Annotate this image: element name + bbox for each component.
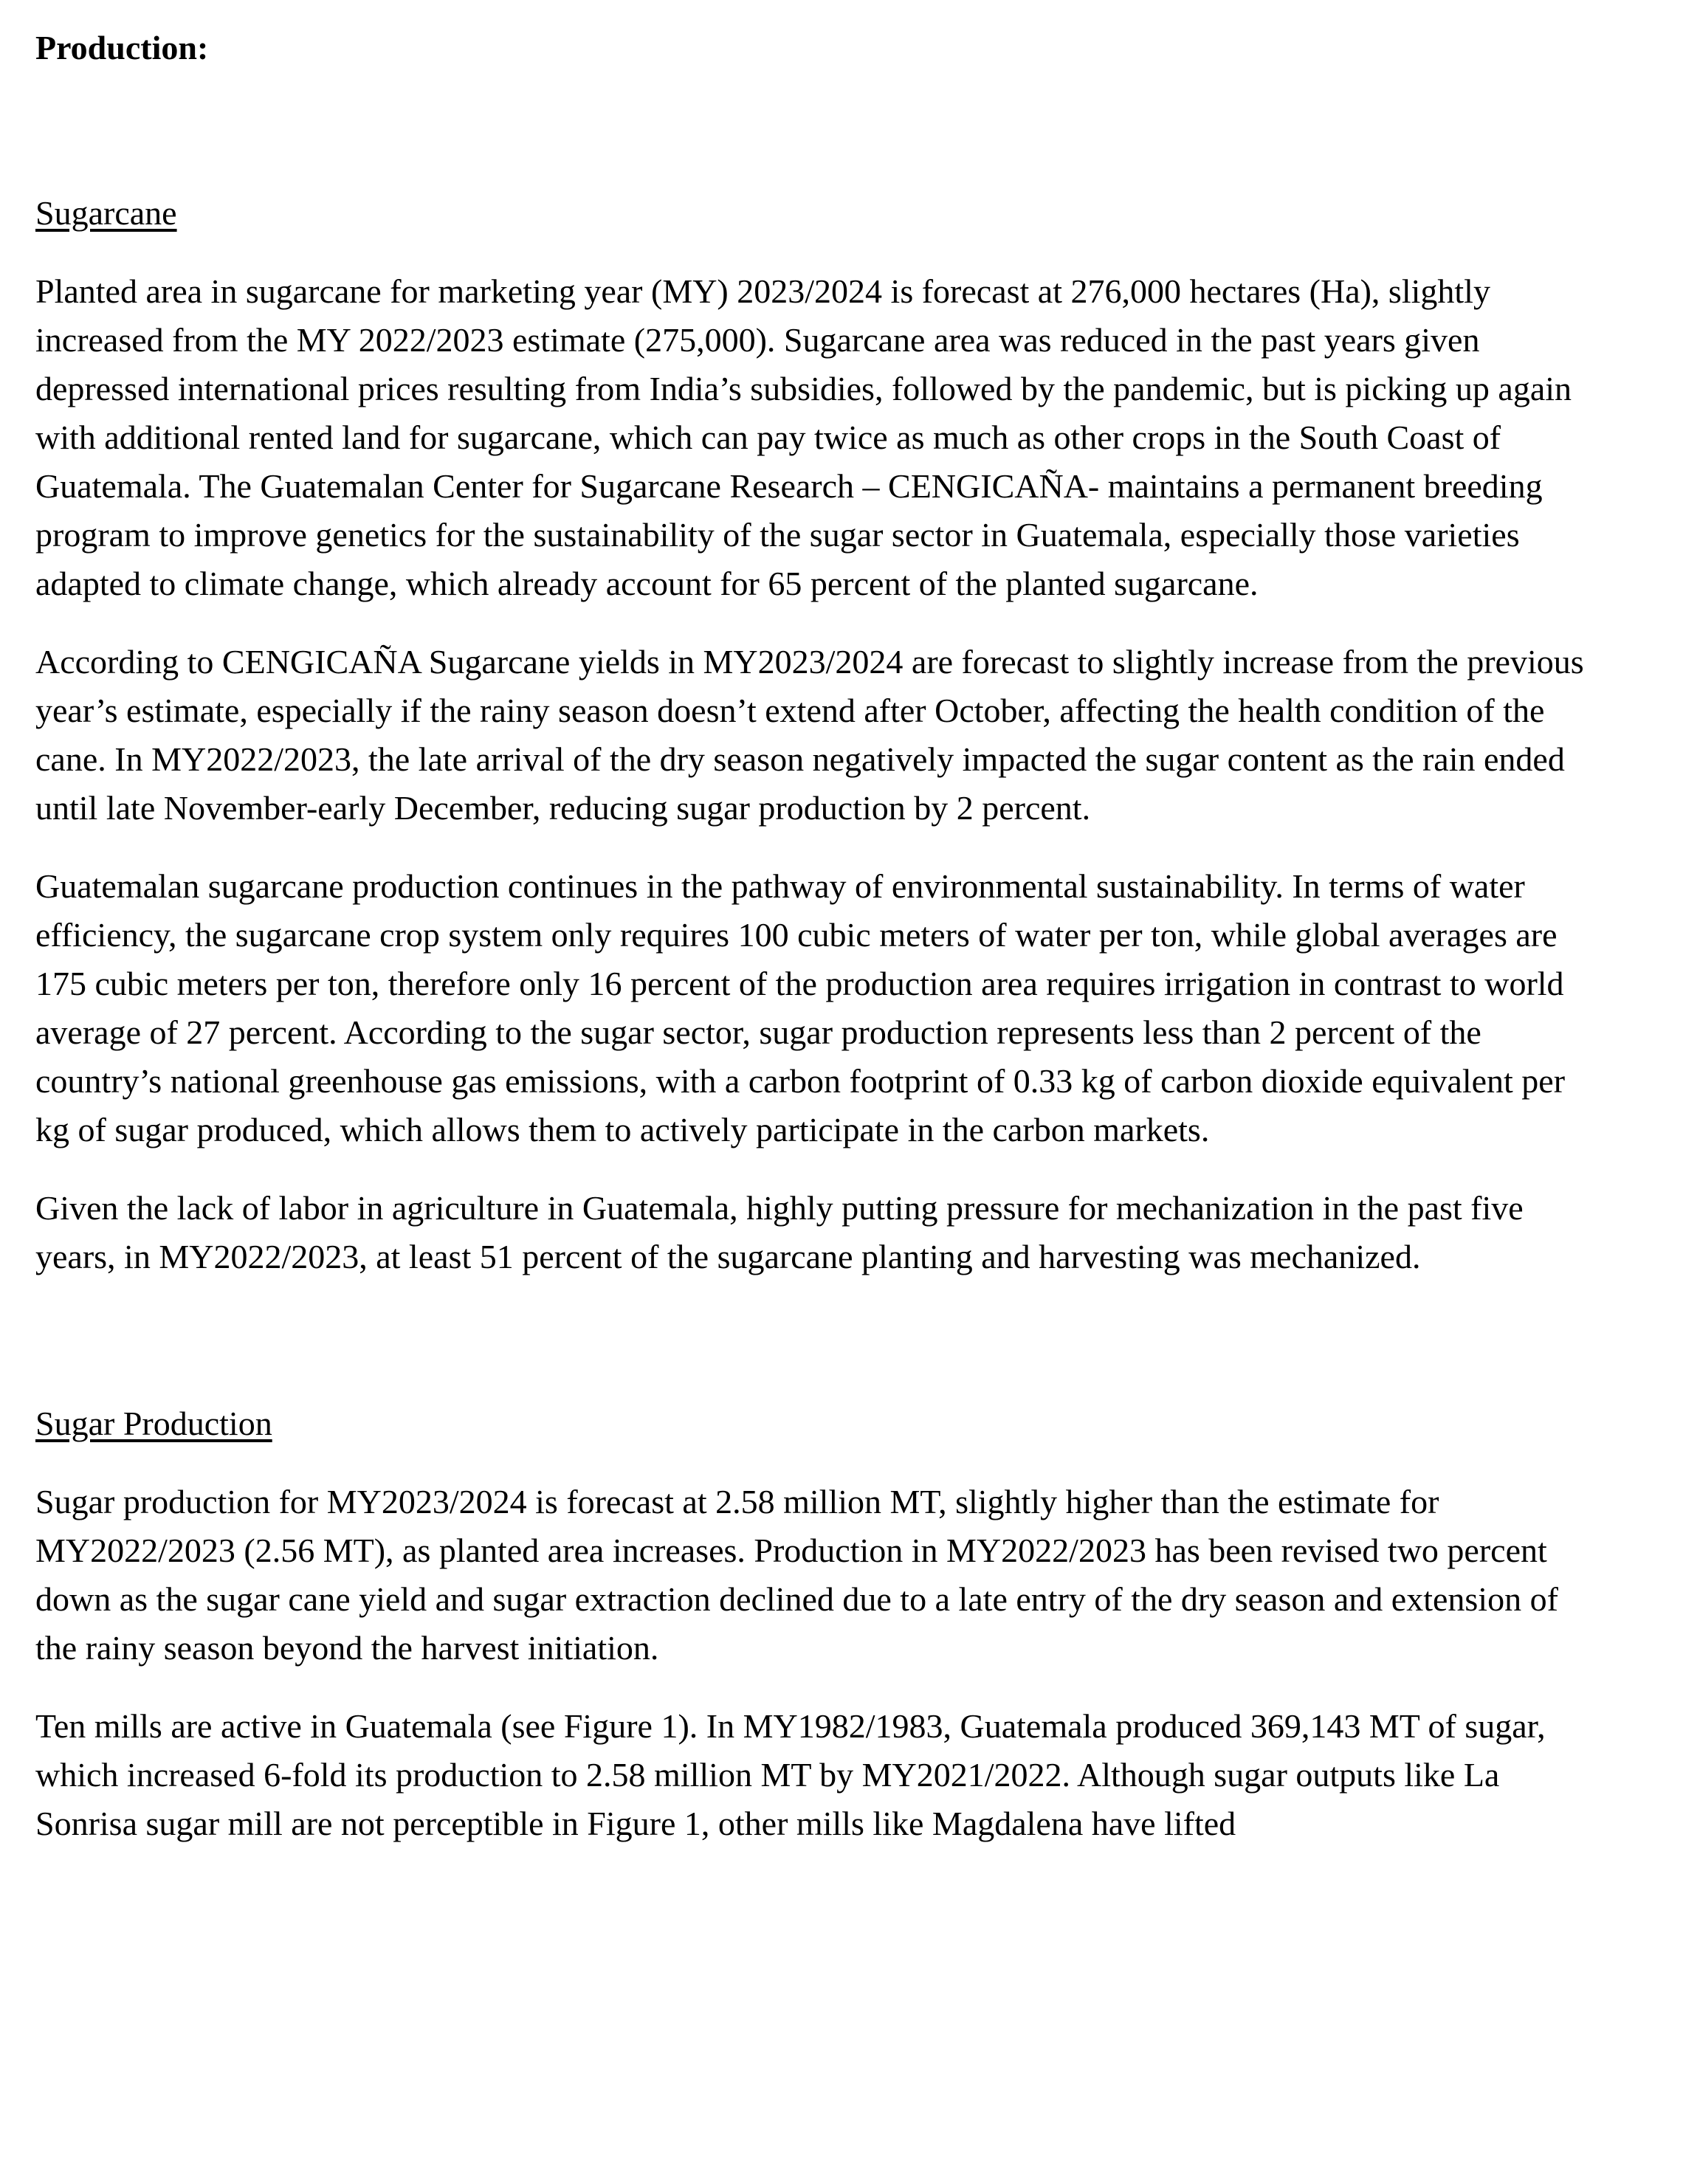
sugarcane-heading: Sugarcane bbox=[35, 194, 177, 232]
sugar-production-heading: Sugar Production bbox=[35, 1405, 272, 1442]
sugarcane-paragraph-4: Given the lack of labor in agriculture in Guatemala, highly putting pressure for mechanization in the past five years, in MY2022/2023, at least 51 percent of the sugarcane planting and harvesting was mechanized. bbox=[35, 1189, 1524, 1275]
sugar-production-paragraph-1: Sugar production for MY2023/2024 is forecast at 2.58 million MT, slightly higher than the estimate for MY2022/2023 (2.56 MT), as planted area increases. Production in MY2022/2023 has been revised two percent down as the sugar cane yield and sugar extraction declined due to a late entry of the dry season and extension of the rainy season beyond the harvest initiation. bbox=[35, 1483, 1558, 1667]
sugarcane-paragraph-1: Planted area in sugarcane for marketing year (MY) 2023/2024 is forecast at 276,000 hectares (Ha), slightly increased from the MY 2022/2023 estimate (275,000). Sugarcane area was reduced in the past years given depressed international prices resulting from India’s subsidies, followed by the pandemic, but is picking up again with additional rented land for sugarcane, which can pay twice as much as other crops in the South Coast of Guatemala. The Guatemalan Center for Sugarcane Research – CENGICAÑA- maintains a permanent breeding program to improve genetics for the sustainability of the sugar sector in Guatemala, especially those varieties adapted to climate change, which already account for 65 percent of the planted sugarcane. bbox=[35, 272, 1572, 602]
section-heading: Production: bbox=[35, 29, 209, 66]
sugar-production-paragraph-2: Ten mills are active in Guatemala (see Figure 1). In MY1982/1983, Guatemala produced 369,143 MT of sugar, which increased 6-fold its production to 2.58 million MT by MY2021/2022. Although sugar outputs like La Sonrisa sugar mill are not perceptible in Figure 1, other mills like Magdalena have lifted bbox=[35, 1707, 1546, 1842]
sugarcane-paragraph-2: According to CENGICAÑA Sugarcane yields in MY2023/2024 are forecast to slightly increase from the previous year’s estimate, especially if the rainy season doesn’t extend after October, affecting the health condition of the cane. In MY2022/2023, the late arrival of the dry season negatively impacted the sugar content as the rain ended until late November-early December, reducing sugar production by 2 percent. bbox=[35, 643, 1584, 827]
sugarcane-paragraph-3: Guatemalan sugarcane production continues in the pathway of environmental sustainability. In terms of water efficiency, the sugarcane crop system only requires 100 cubic meters of water per ton, while global averages are 175 cubic meters per ton, therefore only 16 percent of the production area requires irrigation in contrast to world average of 27 percent. According to the sugar sector, sugar production represents less than 2 percent of the country’s national greenhouse gas emissions, with a carbon footprint of 0.33 kg of carbon dioxide equivalent per kg of sugar produced, which allows them to actively participate in the carbon markets. bbox=[35, 867, 1566, 1148]
document-content bbox=[35, 24, 1600, 1848]
